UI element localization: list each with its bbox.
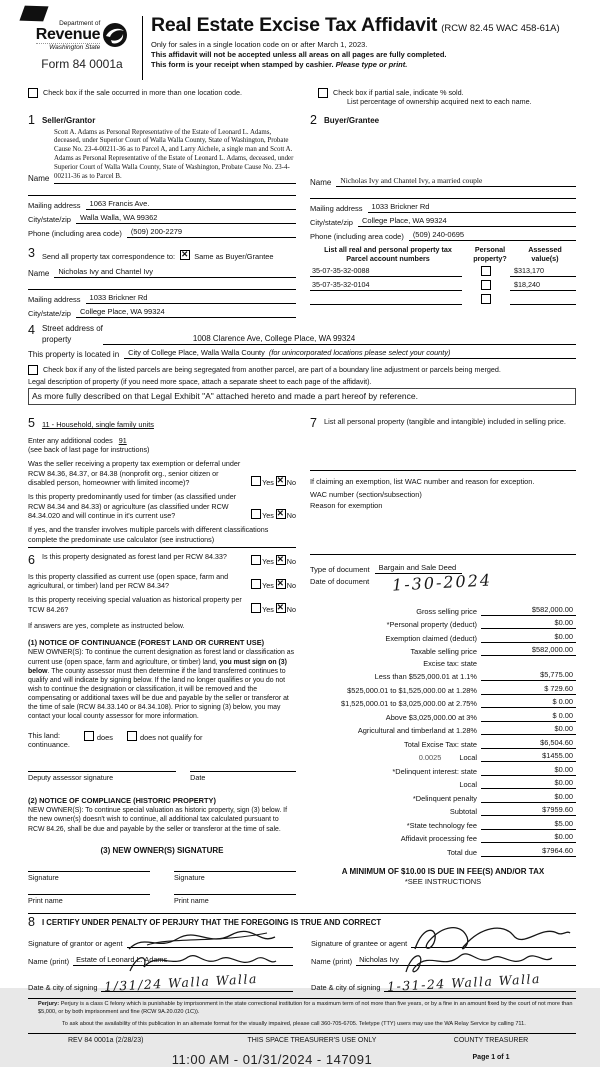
buyer-name-label: Name	[310, 177, 332, 187]
tax-row-value[interactable]: $0.00	[481, 765, 576, 776]
section-6-number: 6	[28, 553, 35, 568]
notice-compliance-text: NEW OWNER(S): To continue special valuation as historic property, sign (3) below. If the new owner(s) doesn't wish to continue, all additional tax calculated pursuant to RCW 84.26, shall be due and payable by the seller or transferor at the time of sale.	[28, 807, 288, 833]
parcel-table-header: List all real and personal property tax Parcel account numbers Personal property? Assessed value(s)	[324, 244, 562, 263]
section-8-certification	[28, 916, 576, 993]
located-in-note: (for unincorporated locations please select your county)	[268, 348, 451, 358]
seller-phone-label: Phone (including area code)	[28, 229, 122, 239]
corr-mailing-label: Mailing address	[28, 295, 81, 305]
section-8-divider	[28, 913, 576, 914]
buyer-name-extra-line[interactable]	[310, 189, 576, 199]
tax-row-value[interactable]: $5,775.00	[481, 670, 576, 681]
grantee-date-label: Date & city of signing	[311, 983, 381, 993]
page-title: Real Estate Excise Tax Affidavit	[151, 14, 438, 36]
question-historic: Is this property receiving special valuation as historical property per TCW 84.26? Yes ✕ No	[28, 595, 296, 614]
seller-city-label: City/state/zip	[28, 215, 71, 225]
parcel-personal-checkbox[interactable]	[481, 266, 491, 276]
buyer-mailing-field[interactable]: 1033 Brickner Rd	[368, 202, 576, 213]
q-forest-yes-checkbox[interactable]	[251, 555, 261, 565]
same-as-buyer-checkbox[interactable]	[180, 250, 190, 260]
tax-row-value[interactable]: $0.00	[481, 832, 576, 843]
q-exemption-yes-checkbox[interactable]	[251, 476, 261, 486]
seller-city-field[interactable]: Walla Walla, WA 99362	[76, 213, 296, 224]
corr-name-field[interactable]: Nicholas Ivy and Chantel Ivy	[54, 267, 296, 278]
question-forest-land: 6 Is this property designated as forest land per RCW 84.33? Yes ✕ No	[28, 552, 296, 567]
tax-row-value[interactable]: $582,000.00	[481, 605, 576, 616]
tax-row-label: Local	[459, 753, 477, 763]
grantee-date-field[interactable]: 1-31-24 Walla Walla	[384, 975, 576, 992]
section-1-number: 1	[28, 113, 35, 127]
tax-row-label: Exemption claimed (deduct)	[385, 633, 477, 643]
tax-row-value[interactable]: $1455.00	[481, 751, 576, 762]
grantee-signature-label: Signature of grantee or agent	[311, 939, 408, 949]
street-address-label: Street address of property	[41, 324, 103, 344]
tax-row-label: Affidavit processing fee	[400, 834, 477, 844]
tax-row-label: Total due	[447, 847, 477, 857]
parcel-row	[310, 280, 576, 291]
tax-row-label: *Delinquent interest: state	[392, 766, 477, 776]
header-subline-1: Only for sales in a single location code on or after March 1, 2023.	[151, 40, 368, 49]
grantee-name-field[interactable]: Nicholas Ivy	[356, 955, 576, 966]
new-owner-signature-title: (3) NEW OWNER(S) SIGNATURE	[100, 845, 224, 855]
seller-name-field[interactable]: Scott A. Adams as Personal Representative of the Estate of Leonard L. Adams, deceased, under Superior Court of Walla Walla County, State of Washington, Probate Cause No. 23-4-00211-36 as to Parcel A, and Larry Aichele, a single man and Scott A. Adams as Personal Representative of the Estate of Leonard L. Adams, deceased, under Superior Court of Walla Walla County, State of Washington, Probate Cause No. 23-4-00211-36 as to Parcel B.	[54, 129, 296, 185]
tax-row-label: Less than $525,000.01 at 1.1%	[374, 672, 477, 682]
corr-name-label: Name	[28, 269, 50, 279]
q-forest-no-checkbox[interactable]	[276, 555, 286, 565]
tax-row-label: Excise tax: state	[423, 658, 477, 668]
tax-row-label: Above $3,025,000.00 at 3%	[385, 712, 477, 722]
located-in-field[interactable]: City of College Place, Walla Walla County (for unincorporated locations please select your county)	[124, 348, 576, 359]
parcel-table	[310, 245, 576, 305]
header-subline-3: This form is your receipt when stamped by cashier. Please type or print.	[151, 60, 408, 69]
grantor-date-label: Date & city of signing	[28, 983, 98, 993]
rev-form-number: REV 84 0001a (2/28/23)	[68, 1037, 144, 1045]
notice-compliance-title: (2) NOTICE OF COMPLIANCE (HISTORIC PROPERTY)	[28, 796, 216, 806]
seller-mailing-label: Mailing address	[28, 201, 81, 211]
title-rcw-ref: (RCW 82.45 WAC 458-61A)	[441, 23, 560, 34]
section-7-number: 7	[310, 416, 317, 431]
notice-continuance-title: (1) NOTICE OF CONTINUANCE (FOREST LAND OR CURRENT USE)	[28, 638, 265, 648]
tax-row-label: *Delinquent penalty	[412, 793, 477, 803]
new-owner-printname-line[interactable]: Print name	[174, 894, 296, 905]
tax-row-value[interactable]: $ 0.00	[481, 711, 576, 722]
additional-codes-row: Enter any additional codes 91 (see back of last page for instructions)	[28, 435, 150, 454]
deputy-assessor-row	[28, 771, 296, 782]
seller-phone-field[interactable]: (509) 200-2279	[127, 227, 296, 238]
grantor-signature-label: Signature of grantor or agent	[28, 939, 123, 949]
dor-logo	[28, 12, 136, 80]
parcel-row	[310, 266, 576, 277]
logo-revenue-text: Revenue	[35, 26, 101, 43]
tax-row-value[interactable]: $0.00	[481, 724, 576, 735]
section-4-location	[28, 324, 576, 405]
corr-mailing-field[interactable]: 1033 Brickner Rd	[86, 293, 296, 304]
buyer-name-field[interactable]: Nicholas Ivy and Chantel Ivy, a married couple	[336, 176, 576, 187]
tax-row-value[interactable]: $7964.60	[481, 846, 576, 857]
accessibility-text: To ask about the availability of this publication in an alternate format for the visually impaired, please call 360-705-6705. Teletype (TTY) users may use the WA Relay Service by calling 711.	[62, 1021, 526, 1028]
parcel-personal-checkbox[interactable]	[481, 280, 491, 290]
page-indicator: Page 1 of 1	[472, 1054, 510, 1062]
footer-divider	[28, 1033, 576, 1034]
q-historic-no-checkbox[interactable]	[276, 603, 286, 613]
parcel-number-field[interactable]	[310, 295, 462, 305]
street-address-field[interactable]: 1008 Clarence Ave, College Place, WA 99324	[103, 334, 576, 345]
this-land-label: This land: continuance.	[28, 731, 70, 750]
excise-tax-table	[310, 605, 576, 857]
section-2-number: 2	[310, 113, 317, 127]
buyer-phone-field[interactable]: (509) 240-0695	[409, 230, 576, 241]
parcel-row	[310, 294, 576, 305]
tax-row-value[interactable]: $0.00	[481, 618, 576, 629]
seller-mailing-field[interactable]: 1063 Francis Ave.	[86, 199, 296, 210]
section-5-6-column	[28, 409, 296, 905]
land-does-checkbox[interactable]	[84, 731, 94, 741]
land-does-not-checkbox[interactable]	[127, 731, 137, 741]
located-in-label: This property is located in	[28, 350, 120, 360]
buyer-phone-label: Phone (including area code)	[310, 231, 404, 241]
tax-row-value[interactable]: $ 729.60	[481, 684, 576, 695]
land-qualify-row: This land: continuance. does does not qualify for	[28, 731, 203, 750]
tax-row-label: $525,000.01 to $1,525,000.00 at 1.28%	[347, 685, 477, 695]
top-checkbox-row	[28, 88, 576, 106]
section-5-header	[28, 417, 296, 430]
buyer-city-field[interactable]: College Place, WA 99324	[358, 216, 576, 227]
tax-row-label: $1,525,000.01 to $3,025,000.00 at 2.75%	[340, 699, 477, 709]
q-exemption-no-checkbox[interactable]	[276, 476, 286, 486]
form-number: Form 84 0001a	[41, 57, 123, 71]
wac-number-label[interactable]: WAC number (section/subsection)	[310, 489, 422, 499]
exemption-divider	[310, 470, 576, 471]
perjury-text: Perjury: Perjury is a class C felony which is punishable by imprisonment in the state correctional institution for a maximum term of not more than five years, or by a fine in an amount fixed by the court of not more than $5,000, or by both imprisonment and fine (RCW 9A.20.020 (1C)).	[38, 1001, 573, 1015]
treasurer-space-label: THIS SPACE TREASURER'S USE ONLY	[247, 1037, 377, 1045]
partial-sale-checkbox[interactable]	[318, 88, 328, 98]
tax-row-value[interactable]: $6,504.60	[481, 738, 576, 749]
q-historic-yes-checkbox[interactable]	[251, 603, 261, 613]
section-3-label: Send all property tax correspondence to: ✕ Same as Buyer/Grantee	[42, 247, 274, 261]
new-owner-signature-line[interactable]: Signature	[174, 871, 296, 882]
if-yes-note: If answers are yes, complete as instructed below.	[28, 621, 185, 631]
question-tax-exemption: Was the seller receiving a property tax exemption or deferral under RCW 84.36, 84.37, or 84.38 (nonprofit org., senior citizen or disabled person, homeowner with limited income)? Yes ✕ No	[28, 459, 296, 487]
section-1-seller	[28, 106, 296, 318]
reason-exemption-label[interactable]: Reason for exemption	[310, 500, 383, 510]
treasurer-stamp: 11:00 AM - 01/31/2024 - 147091	[171, 1052, 373, 1067]
footer-row	[28, 1037, 576, 1044]
q-currentuse-no-checkbox[interactable]	[276, 579, 286, 589]
parcel-value-field[interactable]: $18,240	[510, 280, 576, 291]
tax-row-label: Subtotal	[449, 807, 477, 817]
section-5-number: 5	[28, 416, 35, 431]
question-current-use: Is this property classified as current use (open space, farm and agricultural, or timber) land per RCW 84.34? Yes ✕ No	[28, 572, 296, 591]
seller-name-label: Name	[28, 174, 50, 184]
section-4-number: 4	[28, 323, 35, 338]
buyer-city-label: City/state/zip	[310, 217, 353, 227]
section-8-number: 8	[28, 914, 35, 929]
grantor-name-field[interactable]: Estate of Leonard L. Adams	[73, 955, 293, 966]
header-subline-2: This affidavit will not be accepted unless all areas on all pages are fully completed.	[151, 50, 447, 59]
legal-description-field[interactable]: As more fully described on that Legal Exhibit "A" attached hereto and made a part hereof by reference.	[28, 388, 576, 405]
section-2-buyer	[296, 106, 576, 318]
new-owner-printname-row	[28, 894, 296, 905]
tax-row-label: Gross selling price	[416, 606, 477, 616]
question-timber-agriculture: Is this property predominantly used for timber (as classified under RCW 84.34 and 84.33) or agriculture (as classified under RCW 84.34.020 and will continue in it's current use? Yes ✕ No	[28, 492, 296, 520]
seller-name-extra-line[interactable]	[28, 186, 296, 196]
parcel-number-field[interactable]: 35-07-35-32-0104	[310, 280, 462, 291]
logo-dept-text: Department of	[59, 20, 101, 27]
logo-state-text: Washington State	[36, 43, 101, 51]
tax-row-label: Total Excise Tax: state	[404, 739, 477, 749]
parcel-number-field[interactable]: 35-07-35-32-0088	[310, 266, 462, 277]
doc-date-label: Date of document	[310, 576, 370, 586]
grantor-signature-block	[28, 930, 293, 995]
segregated-checkbox[interactable]	[28, 365, 38, 375]
tax-row-label: Taxable selling price	[410, 647, 477, 657]
tax-row-value[interactable]: $5.00	[481, 819, 576, 830]
grantee-name-label: Name (print)	[311, 957, 353, 967]
parcel-value-field[interactable]	[510, 295, 576, 305]
minimum-due-note: A MINIMUM OF $10.00 IS DUE IN FEE(S) AND/OR TAX	[341, 866, 545, 876]
certify-statement: I CERTIFY UNDER PENALTY OF PERJURY THAT THE FOREGOING IS TRUE AND CORRECT	[41, 918, 382, 928]
tax-row-value[interactable]: $7959.60	[481, 805, 576, 816]
section-3-number: 3	[28, 246, 35, 261]
corr-name-extra-line[interactable]	[28, 280, 296, 290]
tax-row-label: Agricultural and timberland at 1.28%	[357, 726, 477, 736]
doc-type-label: Type of document	[310, 564, 370, 574]
deputy-date-line[interactable]: Date	[190, 771, 296, 782]
use-code-field[interactable]: 11 - Household, single family units	[41, 420, 154, 430]
grantor-signature-line[interactable]	[127, 937, 294, 948]
tax-row-value[interactable]: $ 0.00	[481, 697, 576, 708]
multiple-location-label: Check box if the sale occurred in more than one location code.	[43, 88, 242, 97]
tax-row-label: Local	[459, 780, 477, 790]
multiple-location-checkbox[interactable]	[28, 88, 38, 98]
new-owner-signature-row	[28, 871, 296, 882]
predominate-use-note: If yes, and the transfer involves multiple parcels with different classifications complete the predominate use calculator (see instructions)	[28, 525, 296, 548]
notice-continuance-text: NEW OWNER(S): To continue the current designation as forest land or classification as current use (open space, farm and agriculture, or timber) land, you must sign on (3) below. The county assessor must then determine if the land transferred continues to qualify and will indicate by signing below. If the land no longer qualifies or you do not wish to continue the designation or classification, it will be removed and the compensating or additional taxes will be due and payable by the seller or transferor at the time of sale (RCW 84.33.140 or 84.34.108). Prior to signing (3) below, you may contact your local county assessor for more information.	[28, 649, 295, 721]
tax-row-value[interactable]: $0.00	[481, 632, 576, 643]
tax-row-label: *State technology fee	[406, 820, 477, 830]
section-2-title: Buyer/Grantee	[323, 116, 380, 125]
section-3-header	[28, 247, 296, 261]
corr-city-label: City/state/zip	[28, 309, 71, 319]
doc-date-handwriting[interactable]: 1-30-2024	[391, 569, 493, 595]
q-currentuse-yes-checkbox[interactable]	[251, 579, 261, 589]
dor-swoosh-icon	[102, 22, 128, 48]
see-instructions-note: *SEE INSTRUCTIONS	[404, 876, 482, 886]
doc-type-field[interactable]: Bargain and Sale Deed	[375, 563, 463, 574]
tax-row-value[interactable]: $0.00	[481, 792, 576, 803]
parcel-value-field[interactable]: $313,170	[510, 266, 576, 277]
new-owner-printname-line[interactable]: Print name	[28, 894, 150, 905]
q-timber-no-checkbox[interactable]	[276, 509, 286, 519]
header-divider	[142, 16, 143, 80]
deputy-assessor-signature-line[interactable]: Deputy assessor signature	[28, 771, 176, 782]
parcel-personal-checkbox[interactable]	[481, 294, 491, 304]
section-1-title: Seller/Grantor	[41, 116, 96, 125]
section-7-tax-column	[296, 409, 576, 905]
partial-sale-label: Check box if partial sale, indicate % sold. List percentage of ownership acquired next to each name.	[333, 88, 532, 106]
new-owner-signature-line[interactable]: Signature	[28, 871, 150, 882]
grantor-name-label: Name (print)	[28, 957, 70, 967]
stamp-row	[28, 1052, 576, 1067]
grantor-date-field[interactable]: 1/31/24 Walla Walla	[101, 975, 293, 992]
grantee-signature-block	[311, 930, 576, 995]
grantee-signature-line[interactable]	[411, 937, 576, 948]
segregated-label: Check box if any of the listed parcels are being segregated from another parcel, are part of a boundary line adjustment or parcels being merged.	[43, 365, 501, 375]
corr-city-field[interactable]: College Place, WA 99324	[76, 307, 296, 318]
perjury-divider	[28, 998, 576, 999]
section-7-header	[310, 417, 576, 430]
document-divider	[310, 554, 576, 555]
tax-row-label: *Personal property (deduct)	[386, 620, 477, 630]
local-rate-value: 0.0025	[418, 753, 442, 763]
buyer-mailing-label: Mailing address	[310, 203, 363, 213]
header	[28, 12, 576, 80]
exemption-note: If claiming an exemption, list WAC number and reason for exception.	[310, 476, 535, 486]
additional-codes-field[interactable]: 91	[118, 435, 127, 445]
tax-row-value	[481, 659, 576, 668]
tax-row-value[interactable]: $0.00	[481, 778, 576, 789]
legal-description-label: Legal description of property (if you need more space, attach a separate sheet to each page of the affidavit).	[28, 377, 372, 387]
q-timber-yes-checkbox[interactable]	[251, 509, 261, 519]
county-treasurer-label: COUNTY TREASURER	[453, 1037, 529, 1045]
tax-row-value[interactable]: $582,000.00	[481, 645, 576, 656]
section-7-title: List all personal property (tangible and intangible) included in selling price.	[323, 417, 566, 427]
